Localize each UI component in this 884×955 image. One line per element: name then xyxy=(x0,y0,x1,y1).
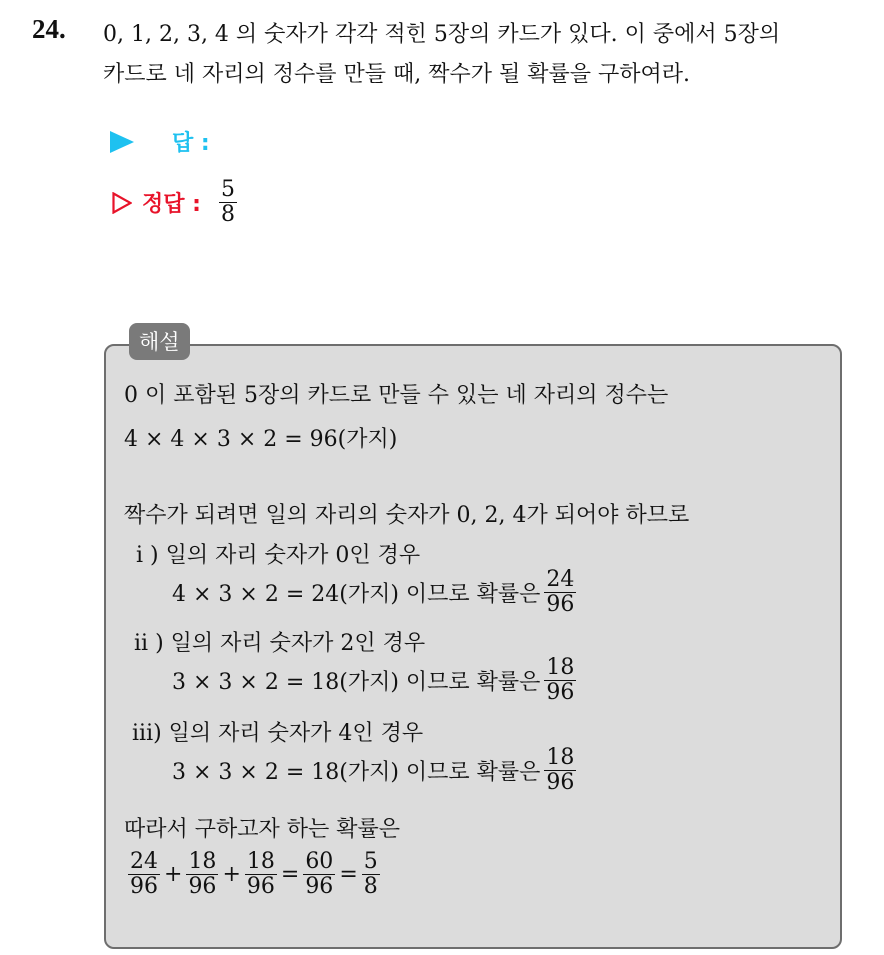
fraction-denominator: 96 xyxy=(246,874,275,899)
answer-key-denominator: 8 xyxy=(220,202,235,227)
fraction-denominator: 96 xyxy=(305,874,334,899)
case-expression-text: 3 × 3 × 2 = 18(가지) 이므로 확률은 xyxy=(172,670,541,695)
outline-triangle-icon xyxy=(112,192,132,214)
case-fraction xyxy=(544,568,576,617)
solution-line-2: 4 × 4 × 3 × 2 = 96(가지) xyxy=(124,427,398,452)
fraction-numerator: 18 xyxy=(546,655,575,680)
case-expression-text: 3 × 3 × 2 = 18(가지) 이므로 확률은 xyxy=(172,760,541,785)
fraction-denominator: 8 xyxy=(363,874,378,899)
final-fraction xyxy=(186,850,218,899)
fraction-numerator: 60 xyxy=(305,849,334,874)
fraction-denominator: 96 xyxy=(546,680,575,705)
case-expression xyxy=(172,656,580,705)
plus-sign: + xyxy=(222,862,241,887)
final-fraction xyxy=(245,850,277,899)
plus-sign: + xyxy=(164,862,183,887)
fraction-denominator: 96 xyxy=(546,592,575,617)
case-label: ii ) 일의 자리 숫자가 2인 경우 xyxy=(134,631,426,656)
case-label: i ) 일의 자리 숫자가 0인 경우 xyxy=(136,543,421,568)
case-expression xyxy=(172,746,580,795)
fraction-numerator: 18 xyxy=(546,745,575,770)
answer-key-numerator: 5 xyxy=(220,177,235,202)
fraction-numerator: 18 xyxy=(246,849,275,874)
fraction-denominator: 96 xyxy=(188,874,217,899)
question-number: 24. xyxy=(32,14,66,44)
fraction-numerator: 24 xyxy=(130,849,158,874)
final-fraction xyxy=(303,850,335,899)
answer-key-label: 정답 : xyxy=(142,192,201,217)
case-expression-text: 4 × 3 × 2 = 24(가지) 이므로 확률은 xyxy=(172,582,541,607)
answer-key-fraction xyxy=(219,178,237,227)
case-expression xyxy=(172,568,580,617)
case-fraction xyxy=(544,656,576,705)
fraction-numerator: 18 xyxy=(188,849,217,874)
question-line-2: 카드로 네 자리의 정수를 만들 때, 짝수가 될 확률을 구하여라. xyxy=(103,62,690,87)
equals-sign: = xyxy=(280,862,300,887)
fraction-numerator: 24 xyxy=(546,567,575,592)
answer-key-row xyxy=(112,178,241,227)
solution-line-1: 0 이 포함된 5장의 카드로 만들 수 있는 네 자리의 정수는 xyxy=(124,383,669,408)
solution-tab: 해설 xyxy=(129,323,190,360)
final-fraction xyxy=(362,850,380,899)
fraction-denominator: 96 xyxy=(546,770,575,795)
answer-row xyxy=(110,126,210,157)
fraction-denominator: 96 xyxy=(130,874,158,899)
solution-line-3: 짝수가 되려면 일의 자리의 숫자가 0, 2, 4가 되어야 하므로 xyxy=(124,503,690,528)
case-fraction xyxy=(544,746,576,795)
final-expression xyxy=(124,850,384,899)
case-label: iii) 일의 자리 숫자가 4인 경우 xyxy=(132,721,424,746)
question-line-1: 0, 1, 2, 3, 4 의 숫자가 각각 적힌 5장의 카드가 있다. 이 중에서 5장의 xyxy=(103,22,781,47)
fraction-numerator: 5 xyxy=(363,849,378,874)
filled-triangle-icon xyxy=(110,131,134,153)
answer-label: 답 : xyxy=(172,131,210,156)
final-fraction xyxy=(128,850,160,899)
conclusion-text: 따라서 구하고자 하는 확률은 xyxy=(124,817,401,842)
equals-sign: = xyxy=(339,862,358,887)
question-text xyxy=(103,15,873,95)
